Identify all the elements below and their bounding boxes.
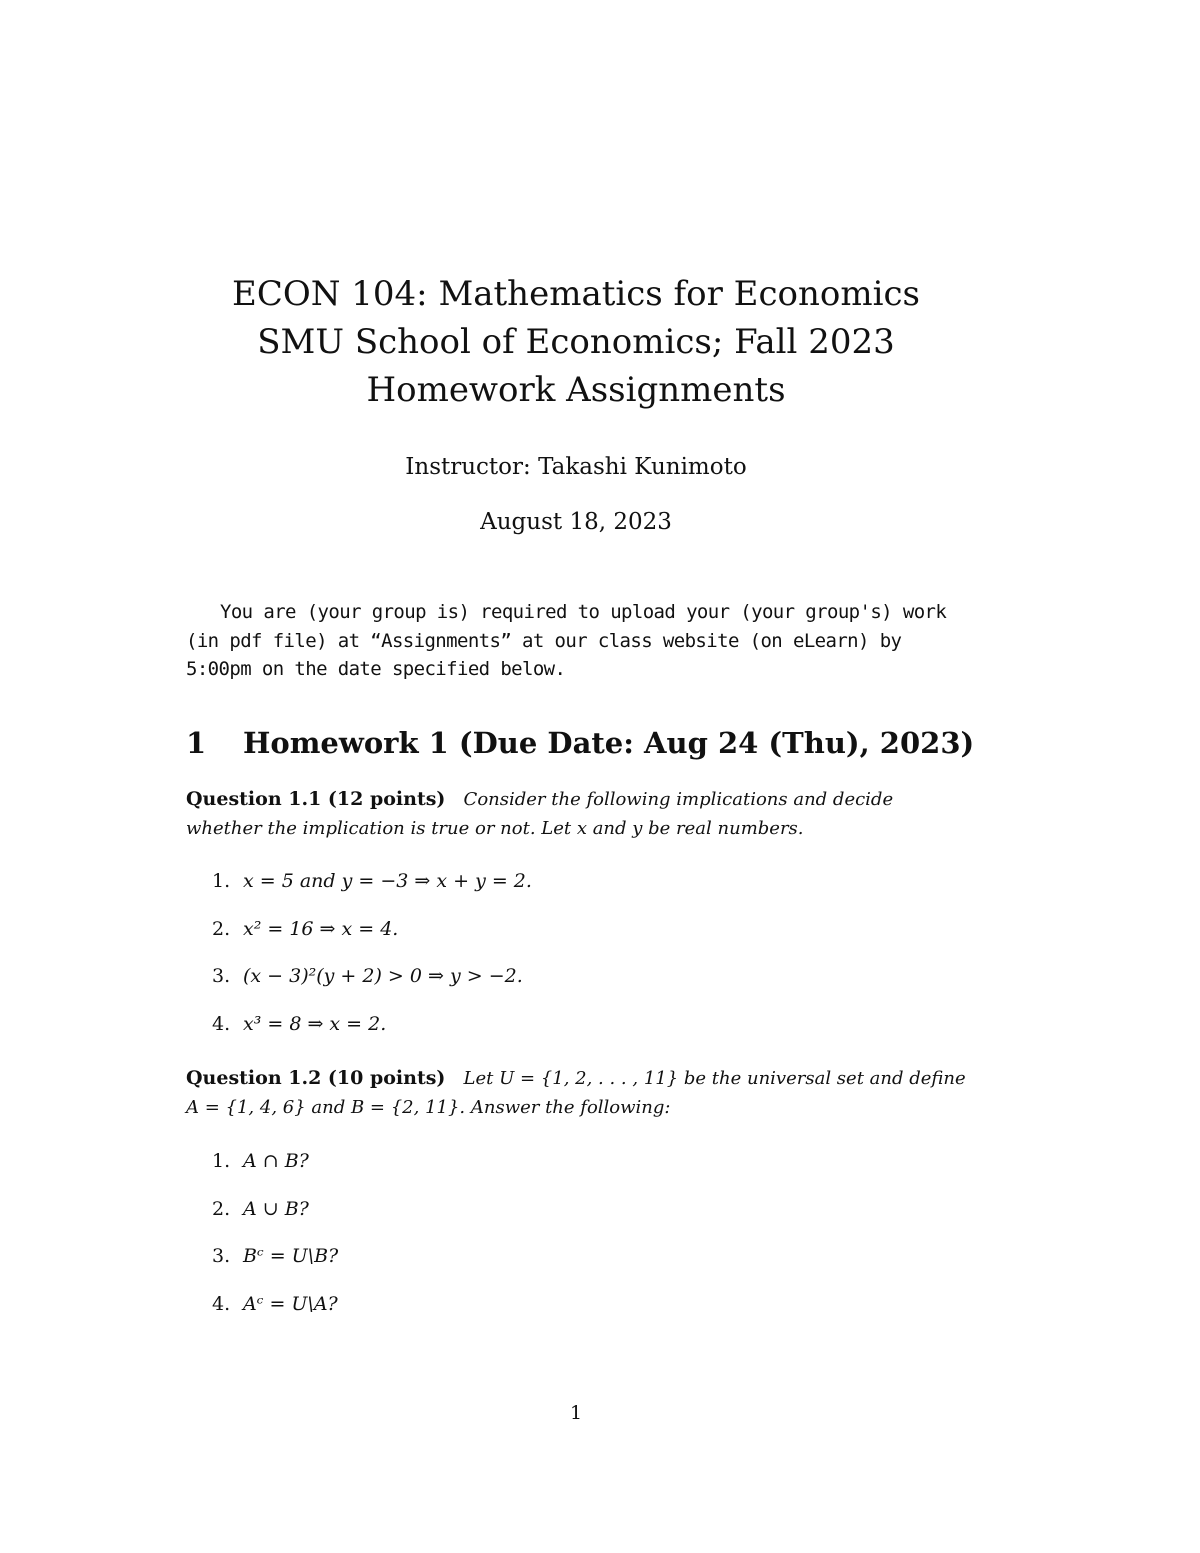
intro-paragraph: You are (your group is) required to upload your (your group's) work (in pdf file) at “Assignments” at our class website (on eLearn) by 5:00pm on the date specified below. [186, 601, 947, 680]
title-school: SMU School of Economics; Fall 2023 [257, 322, 895, 362]
list-item [212, 915, 532, 963]
title-course: ECON 104: Mathematics for Economics [232, 274, 920, 314]
item-expression: A ∪ B? [243, 1197, 309, 1220]
question-label: Question 1.1 (12 points) [186, 788, 446, 810]
item-number: 2. [212, 1197, 231, 1220]
page-number: 1 [569, 1402, 583, 1424]
item-number: 1. [212, 870, 231, 892]
question-1-1-items [212, 867, 532, 1057]
item-expression: x² = 16 ⇒ x = 4. [243, 917, 399, 940]
list-item [212, 867, 532, 915]
question-1-1 [186, 785, 970, 843]
list-item [212, 1010, 532, 1058]
item-number: 2. [212, 917, 231, 940]
item-number: 4. [212, 1012, 231, 1035]
title-assignments: Homework Assignments [366, 370, 786, 410]
question-label: Question 1.2 (10 points) [186, 1067, 446, 1089]
section-number: 1 [186, 726, 207, 760]
document-date: August 18, 2023 [480, 509, 672, 535]
item-number: 1. [212, 1150, 231, 1172]
question-text: Consider the following implications and decide whether the implication is true or not. Let x and y be real numbers. [186, 789, 894, 839]
list-item [212, 962, 532, 1010]
item-expression: Bᶜ = U\B? [243, 1245, 339, 1267]
item-expression: A ∩ B? [243, 1150, 309, 1172]
item-expression: x = 5 and y = −3 ⇒ x + y = 2. [243, 870, 532, 892]
question-text: Let U = {1, 2, . . . , 11} be the universal set and define A = {1, 4, 6} and B = {2, 11}. Answer the following: [186, 1068, 966, 1118]
section-title: Homework 1 (Due Date: Aug 24 (Thu), 2023) [243, 726, 975, 760]
question-1-2-items [212, 1147, 338, 1337]
item-number: 3. [212, 965, 231, 987]
question-1-2 [186, 1064, 970, 1122]
item-expression: x³ = 8 ⇒ x = 2. [243, 1012, 387, 1035]
list-item [212, 1147, 338, 1195]
list-item [212, 1195, 338, 1243]
instructor-line: Instructor: Takashi Kunimoto [405, 454, 747, 480]
list-item [212, 1290, 338, 1338]
section-heading [186, 722, 1036, 764]
title-block [0, 270, 1152, 414]
item-expression: Aᶜ = U\A? [243, 1292, 338, 1315]
item-expression: (x − 3)²(y + 2) > 0 ⇒ y > −2. [243, 965, 523, 987]
list-item [212, 1242, 338, 1290]
item-number: 4. [212, 1292, 231, 1315]
item-number: 3. [212, 1245, 231, 1267]
